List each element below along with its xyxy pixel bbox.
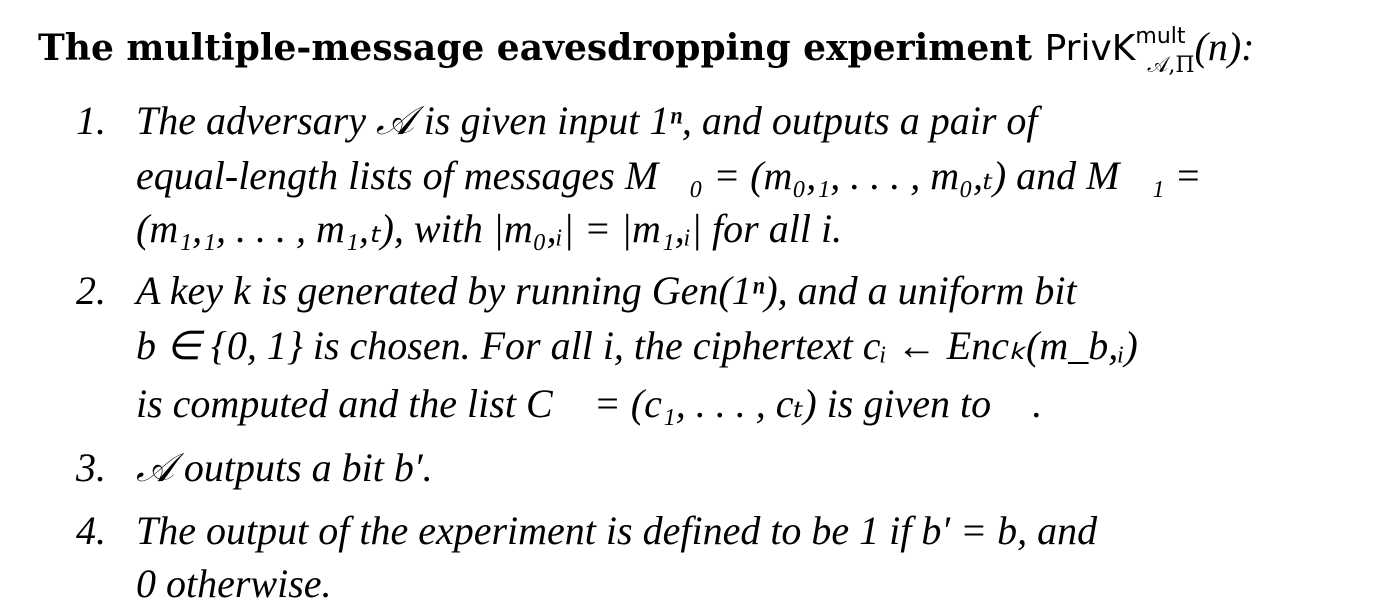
heading-argument: (n): xyxy=(1194,24,1255,69)
heading-text: The multiple-message eavesdropping experiment xyxy=(38,27,1033,69)
item-1-line-2: equal-length lists of messages M⃗₀ = (m₀,₁, . . . , m₀,ₜ) and M⃗₁ = xyxy=(136,153,1202,198)
item-number: 2. xyxy=(76,268,106,313)
item-number: 1. xyxy=(76,98,106,143)
item-4-line-2: 0 otherwise. xyxy=(136,561,332,606)
heading-superscript: mult xyxy=(1135,24,1186,49)
heading-expression: PrivK xyxy=(1044,28,1136,69)
experiment-heading xyxy=(38,12,1255,91)
item-2-line-3: is computed and the list C⃗ = (c₁, . . . , cₜ) is given to 𝒜. xyxy=(136,381,1043,426)
item-3-line-1: 𝒜 outputs a bit b′. xyxy=(136,445,433,490)
item-number: 4. xyxy=(76,508,106,553)
item-2-line-2: b ∈ {0, 1} is chosen. For all i, the ciphertext cᵢ ← Encₖ(m_b,ᵢ) xyxy=(136,323,1138,368)
item-number: 3. xyxy=(76,445,106,490)
item-1-line-1: The adversary 𝒜 is given input 1ⁿ, and outputs a pair of xyxy=(136,98,1038,143)
item-4-line-1: The output of the experiment is defined to be 1 if b′ = b, and xyxy=(136,508,1098,553)
item-2-line-1: A key k is generated by running Gen(1ⁿ), and a uniform bit xyxy=(136,268,1077,313)
heading-subscript: 𝒜,Π xyxy=(1147,53,1195,78)
item-1-line-3: (m₁,₁, . . . , m₁,ₜ), with |m₀,ᵢ| = |m₁,ᵢ| for all i. xyxy=(136,206,843,251)
